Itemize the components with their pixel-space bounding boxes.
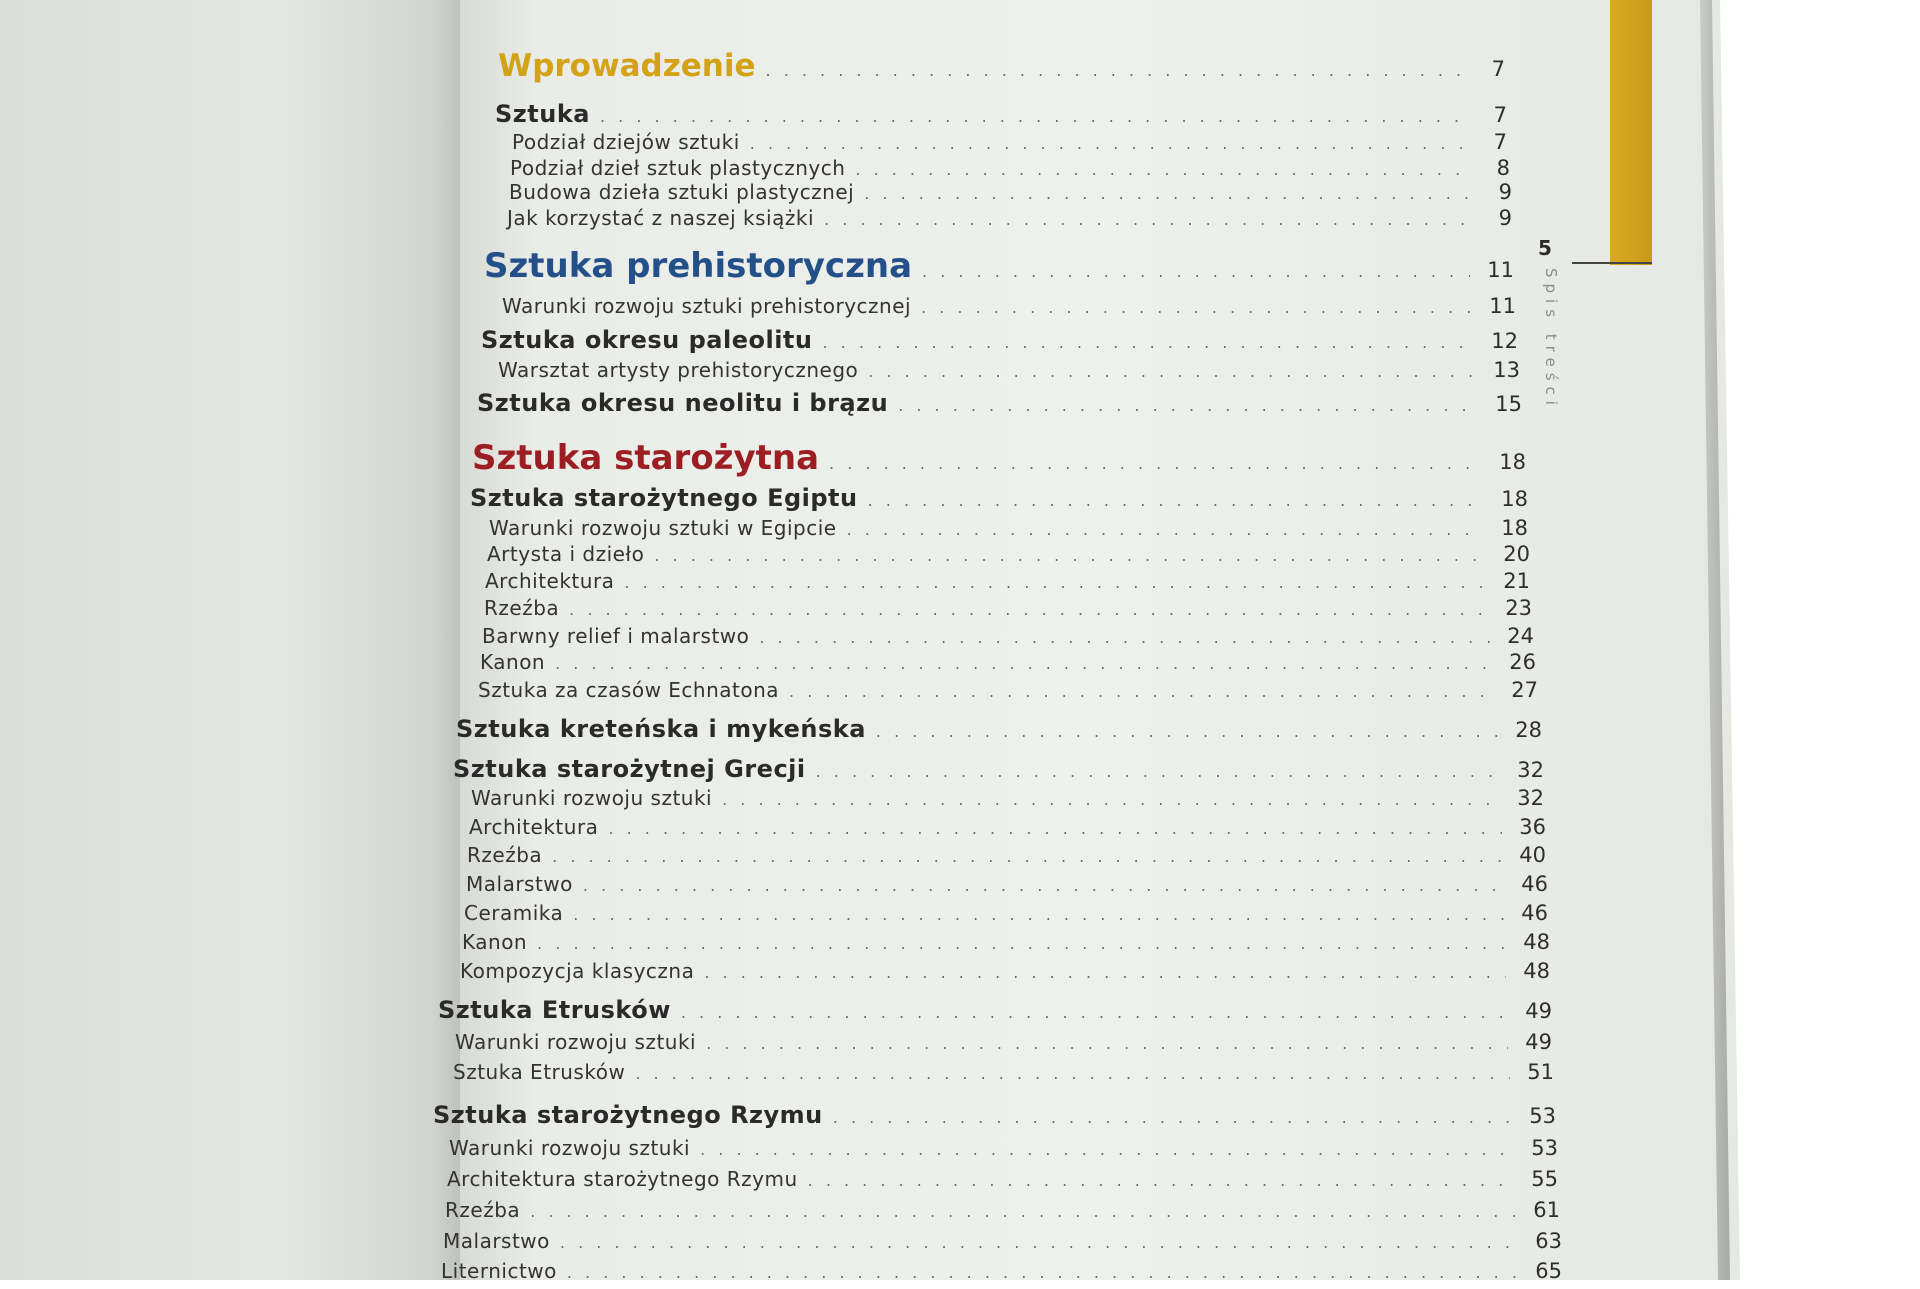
toc-page-number: 11 [1487,258,1514,282]
toc-section [438,996,1552,1030]
dot-leader [654,546,1486,565]
toc-entry [467,843,1546,873]
toc-page-number: 8 [1496,156,1510,180]
dot-leader [922,262,1470,281]
toc-title: Barwny relief i malarstwo [482,624,750,648]
toc-title: Warunki rozwoju sztuki prehistorycznej [502,294,912,318]
toc-section [477,389,1522,423]
dot-leader [552,847,1502,866]
toc-page-number: 23 [1505,596,1532,620]
toc-page-number: 49 [1525,1030,1552,1054]
dot-leader [567,1263,1518,1282]
toc-page-number: 7 [1493,103,1507,127]
dot-leader [706,1034,1508,1053]
toc-page-number: 7 [1493,130,1507,154]
toc-title: Liternictwo [441,1259,557,1283]
dot-leader [560,1233,1518,1252]
toc-page-number: 48 [1523,930,1550,954]
toc-entry [471,786,1544,816]
toc-title: Jak korzystać z naszej książki [507,206,815,230]
toc-title: Architektura starożytnego Rzymu [447,1167,798,1191]
toc-title: Warunki rozwoju sztuki [471,786,713,810]
dot-leader [583,876,1504,895]
toc-page-number: 28 [1515,718,1542,742]
toc-page-number: 12 [1491,329,1518,353]
toc-chapter [472,438,1526,482]
dot-leader [537,934,1506,953]
dot-leader [766,61,1461,80]
toc-title: Warunki rozwoju sztuki [455,1030,697,1054]
toc-entry [480,650,1536,680]
toc-title: Warunki rozwoju sztuki w Egipcie [489,516,837,540]
toc-entry [462,930,1550,960]
toc-title: Sztuka okresu paleolitu [481,326,813,354]
toc-title: Ceramika [464,901,564,925]
toc-entry [502,294,1516,324]
toc-entry [443,1229,1562,1259]
toc-page-number: 63 [1535,1229,1562,1253]
section-tab-label: Spis treści [1542,268,1560,411]
toc-title: Artysta i dzieło [487,542,645,566]
dot-leader [600,107,1463,126]
toc-page-number: 61 [1533,1198,1560,1222]
toc-title: Sztuka starożytnego Rzymu [433,1101,823,1129]
toc-title: Sztuka prehistoryczna [484,246,913,286]
dot-leader [898,396,1478,415]
toc-entry [445,1198,1560,1228]
dot-leader [847,520,1484,539]
dot-leader [829,454,1482,473]
toc-section [481,326,1518,360]
toc-page-number: 9 [1498,180,1512,204]
toc-page-number: 65 [1535,1259,1562,1283]
toc-section [495,100,1507,134]
toc-page-number: 7 [1491,57,1505,81]
toc-title: Sztuka kreteńska i mykeńska [456,715,866,743]
toc-section [470,484,1528,518]
toc-entry [464,901,1548,931]
toc-title: Architektura [469,815,599,839]
toc-page-number: 49 [1525,999,1552,1023]
toc-entry [460,959,1550,989]
dot-leader [876,722,1498,741]
toc-entry [487,542,1530,572]
dot-leader [722,790,1500,809]
toc-page-number: 40 [1519,843,1546,867]
toc-page-number: 18 [1499,450,1526,474]
toc-entry [441,1259,1562,1289]
toc-section [433,1101,1556,1135]
toc-entry [484,596,1532,626]
dot-leader [750,134,1463,153]
dot-leader [573,905,1504,924]
dot-leader [808,1171,1514,1190]
toc-page-number: 15 [1495,392,1522,416]
dot-leader [816,762,1500,781]
toc-title: Kompozycja klasyczna [460,959,695,983]
toc-section [456,715,1542,749]
toc-page-number: 26 [1509,650,1536,674]
toc-page-number: 53 [1529,1104,1556,1128]
dot-leader [833,1108,1512,1127]
toc-page-number: 32 [1517,786,1544,810]
toc-title: Sztuka Etrusków [453,1060,626,1084]
dot-leader [868,491,1484,510]
toc-section [453,755,1544,789]
dot-leader [868,362,1476,381]
toc-title: Sztuka Etrusków [438,996,671,1024]
toc-title: Sztuka okresu neolitu i brązu [477,389,889,417]
toc-page-number: 48 [1523,959,1550,983]
dot-leader [608,819,1502,838]
toc-entry [469,815,1546,845]
toc-title: Malarstwo [443,1229,550,1253]
toc-chapter [498,48,1505,92]
dot-leader [789,682,1494,701]
dot-leader [921,298,1472,317]
dot-leader [855,160,1466,179]
dot-leader [555,654,1492,673]
toc-page-number: 27 [1511,678,1538,702]
toc-title: Sztuka [495,100,590,128]
toc-page-number: 13 [1493,358,1520,382]
toc-entry [453,1060,1554,1090]
dot-leader [700,1140,1514,1159]
dot-leader [824,210,1468,229]
toc-title: Architektura [485,569,615,593]
toc-page-number: 11 [1489,294,1516,318]
toc-title: Rzeźba [467,843,543,867]
toc-page-number: 18 [1501,487,1528,511]
dot-leader [823,333,1475,352]
toc-entry [498,358,1520,388]
toc-page-number: 46 [1521,901,1548,925]
toc-page-number: 36 [1519,815,1546,839]
toc-title: Warunki rozwoju sztuki [449,1136,691,1160]
dot-leader [569,600,1488,619]
toc-entry [478,678,1538,708]
toc-chapter [484,246,1514,290]
toc-page-number: 51 [1527,1060,1554,1084]
toc-entry [485,569,1530,599]
toc-entry [455,1030,1552,1060]
toc-page-number: 55 [1531,1167,1558,1191]
toc-title: Rzeźba [484,596,560,620]
toc-title: Sztuka za czasów Echnatona [478,678,780,702]
toc-title: Podział dziejów sztuki [512,130,740,154]
toc-title: Rzeźba [445,1198,521,1222]
toc-page-number: 24 [1507,624,1534,648]
toc-title: Warsztat artysty prehistorycznego [498,358,859,382]
toc-title: Podział dzieł sztuk plastycznych [510,156,846,180]
toc-entry [507,206,1512,236]
dot-leader [864,184,1468,203]
toc-page-number: 20 [1503,542,1530,566]
toc-page-number: 21 [1503,569,1530,593]
dot-leader [624,573,1486,592]
dot-leader [635,1064,1510,1083]
toc-title: Sztuka starożytnej Grecji [453,755,806,783]
toc-page-number: 9 [1498,206,1512,230]
dot-leader [530,1202,1516,1221]
toc-title: Wprowadzenie [498,48,756,84]
toc-title: Sztuka starożytna [472,438,820,478]
toc-page-number: 18 [1501,516,1528,540]
toc-title: Budowa dzieła sztuki plastycznej [509,180,855,204]
dot-leader [681,1003,1508,1022]
dot-leader [704,963,1506,982]
toc-entry [466,872,1548,902]
toc-title: Kanon [480,650,546,674]
toc-title: Kanon [462,930,528,954]
toc-entry [449,1136,1558,1166]
dot-leader [759,628,1490,647]
toc-page-number: 32 [1517,758,1544,782]
toc-page-number: 46 [1521,872,1548,896]
toc-entry [447,1167,1558,1197]
toc-page-number: 53 [1531,1136,1558,1160]
page-number: 5 [1538,236,1552,260]
toc-title: Malarstwo [466,872,573,896]
toc-title: Sztuka starożytnego Egiptu [470,484,858,512]
